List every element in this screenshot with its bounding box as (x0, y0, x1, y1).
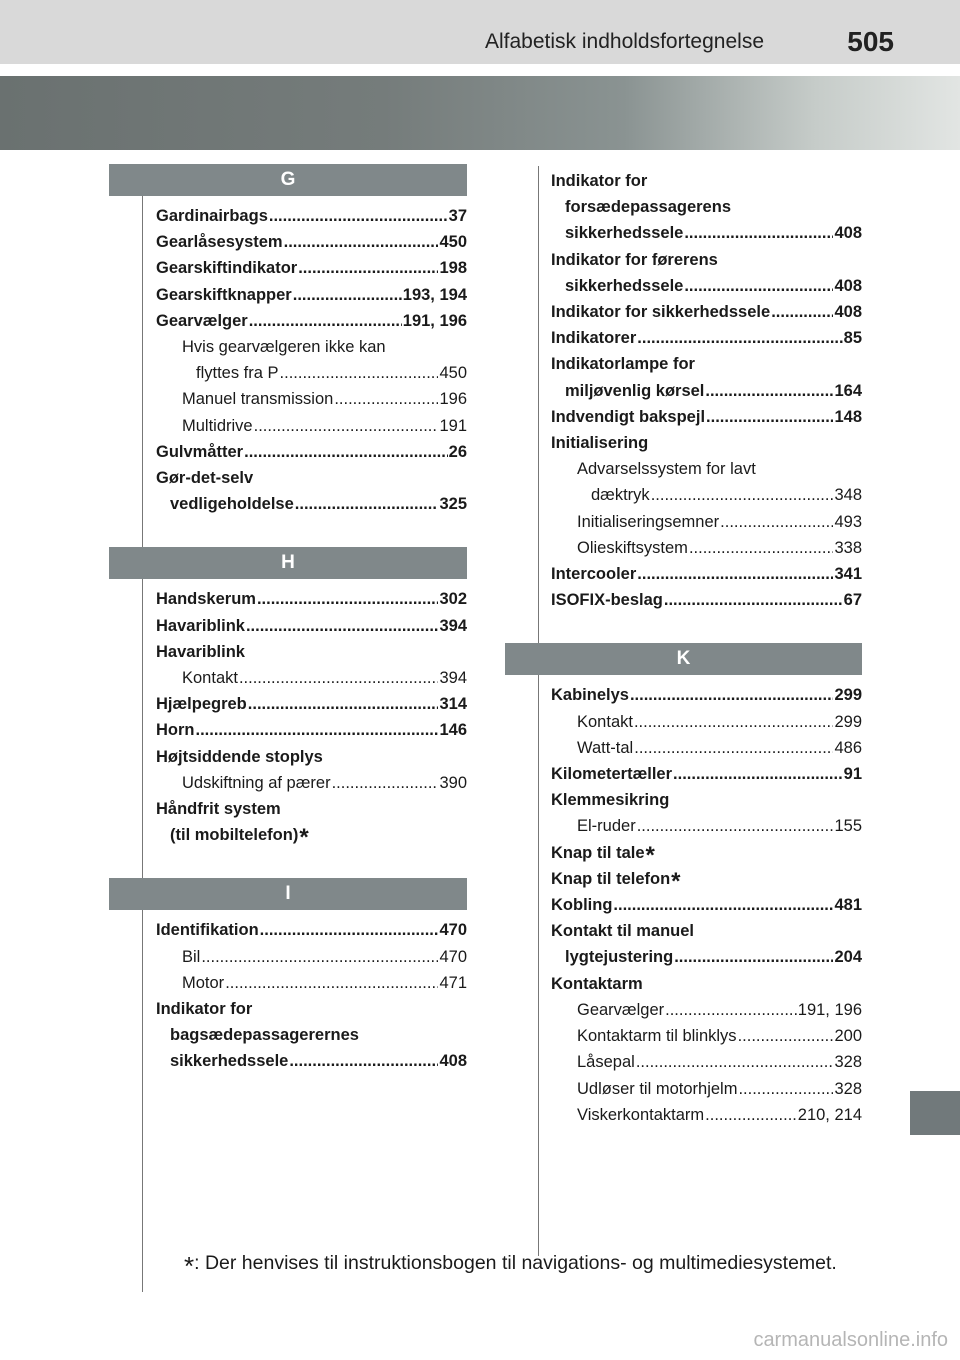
entry-label: Havariblink (156, 616, 245, 635)
entry-label: Bil (182, 947, 201, 966)
index-subentry (551, 997, 862, 1023)
leader-dots (705, 378, 833, 404)
entry-label: Udløser til motorhjelm (577, 1079, 738, 1098)
leader-dots (260, 917, 439, 943)
entry-label: sikkerhedssele (565, 276, 684, 295)
entry-label: Knap til telefon (551, 869, 671, 888)
entry-label: Knap til tale (551, 843, 645, 862)
index-subentry (551, 1102, 862, 1128)
leader-dots (705, 1102, 797, 1128)
entry-label: Initialisering (551, 434, 649, 453)
index-entry (551, 351, 862, 403)
index-entry (156, 917, 467, 943)
entry-label: Hvis gearvælgeren ikke kan (182, 338, 386, 357)
entry-label: Højtsiddende stoplys (156, 747, 323, 766)
leader-dots (244, 439, 448, 465)
entry-label: Identifikation (156, 921, 259, 940)
index-subentry (551, 535, 862, 561)
index-subentry (551, 456, 862, 508)
entry-label: Håndfrit system (156, 800, 281, 819)
index-entry: (til mobiltelefon) * (170, 824, 309, 852)
section-heading-i: I (109, 878, 467, 910)
index-subentry (156, 386, 467, 412)
entry-label: Intercooler (551, 565, 637, 584)
leader-dots (706, 404, 833, 430)
page-reference: 471 (439, 973, 467, 992)
page-reference: 146 (439, 721, 467, 740)
entry-label: Kontaktarm (551, 974, 643, 993)
page-reference: 299 (834, 686, 862, 705)
index-entry (551, 299, 862, 325)
footnote (184, 1251, 837, 1281)
index-entry: Knap til telefon * (551, 867, 681, 895)
entry-label: dæktryk (591, 486, 650, 505)
index-entry (156, 717, 467, 743)
leader-dots (249, 308, 402, 334)
entry-label: Låsepal (577, 1053, 635, 1072)
index-entry (156, 465, 467, 517)
entry-label: Kontakt til manuel (551, 922, 695, 941)
entry-label: Hjælpegreb (156, 695, 247, 714)
entry-label: Gearvælger (156, 311, 248, 330)
index-entry (551, 247, 862, 299)
left-column-rule (142, 190, 143, 1292)
leader-dots (284, 229, 439, 255)
leader-dots (738, 1076, 833, 1102)
leader-dots (651, 482, 834, 508)
entry-label: Gearlåsesystem (156, 233, 283, 252)
index-entry (156, 639, 467, 665)
page-reference: 155 (834, 817, 862, 836)
leader-dots (634, 735, 833, 761)
page-reference: 204 (834, 948, 862, 967)
page-reference: 408 (834, 224, 862, 243)
entry-label: Gør-det-selv (156, 469, 254, 488)
chapter-thumb-tab (910, 1091, 960, 1135)
entry-label: sikkerhedssele (565, 224, 684, 243)
page-reference: 91 (843, 765, 862, 784)
index-subentry (551, 1076, 862, 1102)
index-entry (551, 918, 862, 970)
leader-dots (665, 997, 797, 1023)
leader-dots (280, 360, 439, 386)
entry-label: Kontakt (182, 669, 238, 688)
page-reference: 191 (439, 416, 467, 435)
leader-dots (613, 892, 833, 918)
page-reference: 486 (834, 738, 862, 757)
index-subentry (156, 970, 467, 996)
entry-label: vedligeholdelse (170, 495, 294, 514)
index-subentry (156, 334, 467, 386)
index-subentry (551, 1049, 862, 1075)
page-reference: 470 (439, 947, 467, 966)
leader-dots (295, 491, 439, 517)
entry-label: Multidrive (182, 416, 253, 435)
index-entry: Knap til tale * (551, 841, 655, 869)
index-entry (551, 971, 862, 997)
watermark: carmanualsonline.info (753, 1329, 948, 1351)
entry-label: Kilometertæller (551, 765, 673, 784)
entry-label: Gearskiftindikator (156, 259, 298, 278)
index-entry (551, 787, 862, 813)
section-heading-g: G (109, 164, 467, 196)
page-reference: 198 (439, 259, 467, 278)
entry-label: Indikator for (551, 172, 648, 190)
page-reference: 210, 214 (797, 1105, 862, 1124)
page-reference: 196 (439, 390, 467, 409)
entry-label: Indvendigt bakspejl (551, 407, 706, 426)
index-entry (156, 613, 467, 639)
index-subentry (156, 770, 467, 796)
leader-dots (248, 691, 439, 717)
index-subentry (156, 665, 467, 691)
index-subentry (551, 709, 862, 735)
page-reference: 85 (843, 329, 862, 348)
page-reference: 394 (439, 616, 467, 635)
index-entry (156, 586, 467, 612)
entry-label: Horn (156, 721, 195, 740)
entry-label: Havariblink (156, 642, 245, 661)
entry-label: Gulvmåtter (156, 442, 244, 461)
index-entry (156, 796, 467, 822)
entry-label: Klemmesikring (551, 791, 670, 810)
index-subentry (551, 735, 862, 761)
page-reference: 408 (439, 1052, 467, 1071)
page-reference: 408 (834, 276, 862, 295)
page-reference: 390 (439, 773, 467, 792)
entry-label: Gearskiftknapper (156, 285, 292, 304)
leader-dots (634, 709, 834, 735)
leader-dots (674, 944, 833, 970)
leader-dots (664, 587, 843, 613)
page-reference: 341 (834, 565, 862, 584)
entry-label: Indikatorlampe for (551, 355, 695, 374)
index-entry (551, 325, 862, 351)
leader-dots (637, 561, 833, 587)
leader-dots (720, 509, 833, 535)
index-entry (551, 404, 862, 430)
index-entry (551, 892, 862, 918)
chapter-title: Alfabetisk indholdsfortegnelse (484, 30, 764, 53)
leader-dots (225, 970, 438, 996)
entry-label: Motor (182, 973, 225, 992)
entry-label: Udskiftning af pærer (182, 773, 331, 792)
page-reference: 314 (439, 695, 467, 714)
entry-label: Olieskiftsystem (577, 538, 688, 557)
entry-label: Kontaktarm til blinklys (577, 1027, 737, 1046)
index-entry (551, 168, 862, 247)
entry-label: Gardinairbags (156, 207, 268, 225)
index-column-right (551, 168, 862, 1128)
entry-label: Kabinelys (551, 686, 629, 705)
index-subentry (156, 413, 467, 439)
page-reference: 37 (448, 207, 467, 225)
leader-dots (637, 813, 834, 839)
entry-label: ISOFIX-beslag (551, 591, 663, 610)
page-reference: 200 (834, 1027, 862, 1046)
entry-label: Indikator for førerens (551, 250, 718, 269)
entry-label: Indikatorer (551, 329, 637, 348)
page-reference: 302 (439, 590, 467, 609)
index-column-left (156, 164, 467, 1075)
page-reference: 148 (834, 407, 862, 426)
index-entry (551, 682, 862, 708)
entry-label: Manuel transmission (182, 390, 334, 409)
page-reference: 328 (834, 1079, 862, 1098)
page-reference: 408 (834, 303, 862, 322)
page-reference: 26 (448, 442, 467, 461)
leader-dots (673, 761, 843, 787)
leader-dots (289, 1048, 438, 1074)
leader-dots (257, 586, 439, 612)
index-entry (156, 996, 467, 1075)
page-number: 505 (847, 26, 894, 57)
leader-dots (684, 273, 833, 299)
leader-dots (689, 535, 834, 561)
leader-dots (684, 220, 833, 246)
index-subentry (156, 944, 467, 970)
entry-label: miljøvenlig kørsel (565, 381, 705, 400)
leader-dots (334, 386, 438, 412)
page-reference: 394 (439, 669, 467, 688)
leader-dots (630, 682, 834, 708)
leader-dots (269, 203, 448, 229)
leader-dots (246, 613, 439, 639)
leader-dots (771, 299, 833, 325)
leader-dots (293, 282, 402, 308)
index-entry (156, 308, 467, 334)
entry-label: Indikator for (156, 1000, 253, 1019)
index-entry (551, 761, 862, 787)
leader-dots (201, 944, 438, 970)
page-reference: 450 (439, 233, 467, 252)
page-reference: 193, 194 (402, 285, 467, 304)
index-entry (156, 282, 467, 308)
leader-dots (239, 665, 439, 691)
entry-label: Kontakt (577, 712, 633, 731)
entry-label: Handskerum (156, 590, 256, 609)
index-entry (551, 430, 862, 456)
page-reference: 164 (834, 381, 862, 400)
page-reference: 67 (843, 591, 862, 610)
entry-label: Indikator for sikkerhedssele (551, 303, 771, 322)
entry-label: Advarselssystem for lavt (577, 460, 756, 479)
leader-dots (298, 255, 438, 281)
page-reference: 191, 196 (797, 1000, 862, 1019)
leader-dots (637, 325, 842, 351)
section-heading-h: H (109, 547, 467, 579)
header-banner (0, 76, 960, 150)
index-subentry (551, 1023, 862, 1049)
entry-label: El-ruder (577, 817, 636, 836)
section-heading-k: K (505, 643, 862, 675)
index-entry (156, 255, 467, 281)
page-header-bar (0, 0, 960, 64)
index-subentry (551, 509, 862, 535)
entry-label: sikkerhedssele (170, 1052, 289, 1071)
entry-label: lygtejustering (565, 948, 674, 967)
entry-label: forsædepassagerens (565, 198, 731, 217)
entry-label: (til mobiltelefon) (170, 826, 299, 845)
index-entry (156, 744, 467, 770)
leader-dots (254, 413, 439, 439)
page-reference: 470 (439, 921, 467, 940)
leader-dots (332, 770, 439, 796)
page-reference: 299 (834, 712, 862, 731)
page-reference: 191, 196 (402, 311, 467, 330)
page-reference: 325 (439, 495, 467, 514)
entry-label: Watt-tal (577, 738, 634, 757)
index-entry (156, 439, 467, 465)
leader-dots (196, 717, 439, 743)
index-entry (156, 691, 467, 717)
entry-label: Viskerkontaktarm (577, 1105, 705, 1124)
leader-dots (738, 1023, 834, 1049)
footnote-text: : Der henvises til instruktionsbogen til navigations- og multimediesystemet. (194, 1252, 837, 1274)
index-entry (551, 561, 862, 587)
entry-label: Kobling (551, 896, 613, 915)
footnote-asterisk: * (184, 1251, 195, 1281)
index-entry (156, 229, 467, 255)
entry-label: flyttes fra P (196, 364, 279, 383)
entry-label: bagsædepassagerernes (170, 1026, 359, 1045)
page-reference: 328 (834, 1053, 862, 1072)
leader-dots (636, 1049, 834, 1075)
index-entry (156, 203, 467, 229)
page-reference: 348 (834, 486, 862, 505)
page-reference: 481 (834, 896, 862, 915)
entry-label: Gearvælger (577, 1000, 665, 1019)
index-subentry (551, 813, 862, 839)
page-reference: 493 (834, 512, 862, 531)
index-entry (551, 587, 862, 613)
page-reference: 338 (834, 538, 862, 557)
entry-label: Initialiseringsemner (577, 512, 720, 531)
middle-column-rule (538, 166, 539, 1256)
page-reference: 450 (439, 364, 467, 383)
